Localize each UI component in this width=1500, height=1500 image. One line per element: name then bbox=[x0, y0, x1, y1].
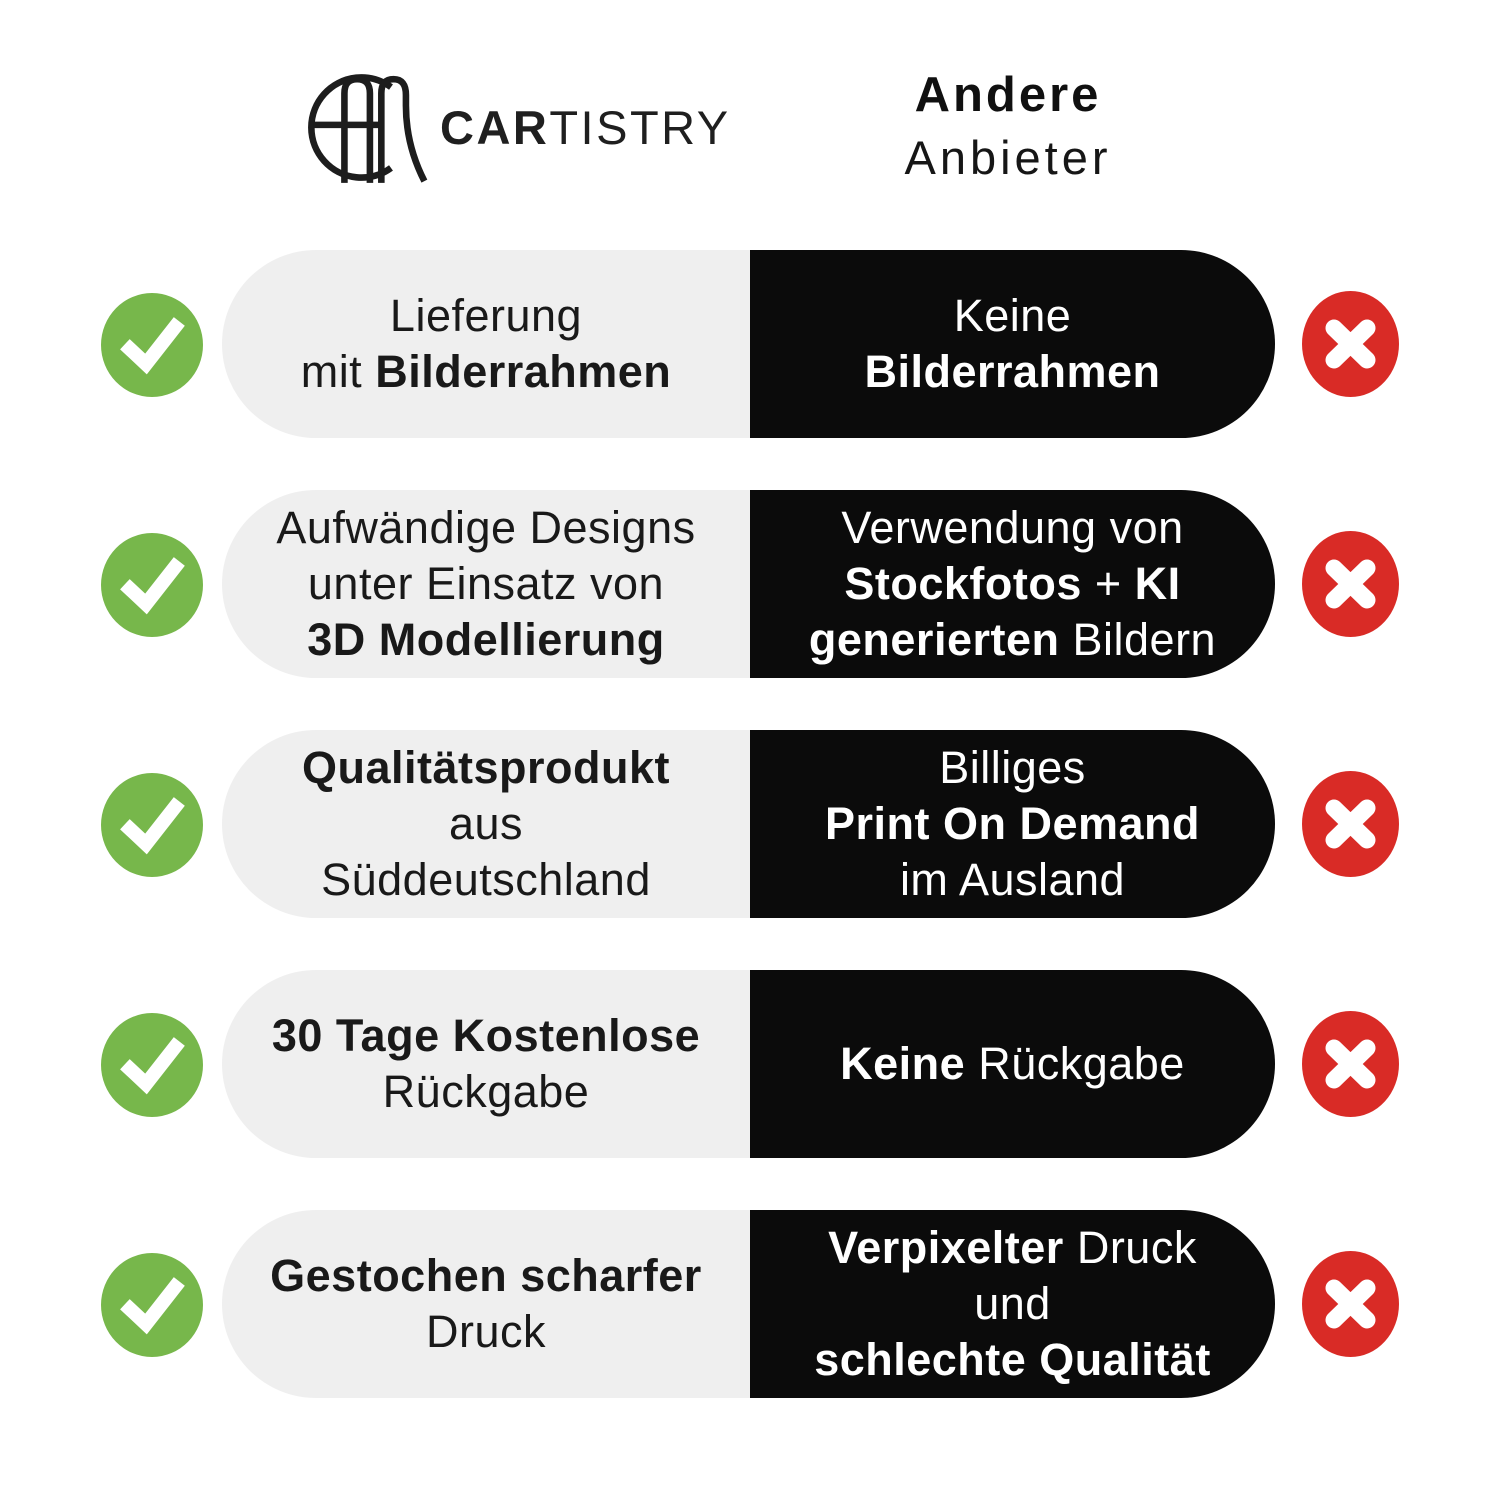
feature-text-line: Keine Rückgabe bbox=[840, 1038, 1185, 1089]
competitor-header-line2: Anbieter bbox=[904, 131, 1112, 184]
feature-text-line: Süddeutschland bbox=[321, 854, 651, 905]
feature-text-line: mit Bilderrahmen bbox=[300, 346, 672, 397]
feature-text-line: schlechte Qualität bbox=[814, 1334, 1211, 1385]
feature-text-line: Print On Demand bbox=[824, 798, 1201, 849]
feature-text-line: Druck bbox=[425, 1306, 546, 1357]
feature-text-line: Bilderrahmen bbox=[864, 346, 1161, 397]
comparison-row bbox=[0, 970, 1500, 1158]
check-circle-icon bbox=[101, 1253, 203, 1357]
cartistry-logo bbox=[296, 64, 731, 190]
check-circle-icon bbox=[101, 773, 203, 877]
feature-text-line: Lieferung bbox=[389, 290, 583, 341]
feature-text-line: im Ausland bbox=[899, 854, 1126, 905]
check-circle-icon bbox=[101, 293, 203, 397]
brand-name-bold: CAR bbox=[440, 100, 550, 154]
cartistry-feature-pill bbox=[222, 250, 750, 438]
check-circle-icon bbox=[101, 1013, 203, 1117]
feature-text-line: Rückgabe bbox=[382, 1066, 590, 1117]
feature-text-line: Qualitätsprodukt bbox=[301, 742, 671, 793]
feature-text-line: Billiges bbox=[939, 742, 1086, 793]
feature-text-line: Aufwändige Designs bbox=[276, 502, 696, 553]
feature-text-line: generierten Bildern bbox=[808, 614, 1217, 665]
cartistry-feature-pill bbox=[222, 970, 750, 1158]
feature-text-line: aus bbox=[448, 798, 524, 849]
competitor-header-line1: Andere bbox=[914, 68, 1102, 122]
feature-text-line: Keine bbox=[953, 290, 1072, 341]
competitor-feature-pill bbox=[750, 730, 1275, 918]
feature-text-line: Stockfotos + KI bbox=[844, 558, 1181, 609]
feature-text-line: Verpixelter Druck bbox=[828, 1222, 1197, 1273]
cartistry-feature-pill bbox=[222, 730, 750, 918]
competitor-feature-pill bbox=[750, 1210, 1275, 1398]
comparison-row bbox=[0, 490, 1500, 678]
competitor-header bbox=[752, 66, 1264, 186]
feature-text-line: 30 Tage Kostenlose bbox=[271, 1010, 701, 1061]
feature-text-line: Verwendung von bbox=[841, 502, 1184, 553]
cross-circle-icon bbox=[1302, 771, 1399, 877]
feature-text-line: 3D Modellierung bbox=[307, 614, 665, 665]
cross-circle-icon bbox=[1302, 1011, 1399, 1117]
brand-name-regular: TISTRY bbox=[549, 100, 731, 154]
cartistry-logo-icon bbox=[296, 66, 428, 189]
cartistry-feature-pill bbox=[222, 1210, 750, 1398]
feature-text-line: unter Einsatz von bbox=[307, 558, 665, 609]
comparison-row bbox=[0, 730, 1500, 918]
feature-text-line: Gestochen scharfer bbox=[270, 1250, 702, 1301]
cartistry-feature-pill bbox=[222, 490, 750, 678]
competitor-feature-pill bbox=[750, 250, 1275, 438]
feature-text-line: und bbox=[974, 1278, 1051, 1329]
comparison-row bbox=[0, 250, 1500, 438]
cross-circle-icon bbox=[1302, 531, 1399, 637]
competitor-feature-pill bbox=[750, 970, 1275, 1158]
cross-circle-icon bbox=[1302, 1251, 1399, 1357]
brand-name bbox=[440, 100, 731, 155]
competitor-feature-pill bbox=[750, 490, 1275, 678]
cross-circle-icon bbox=[1302, 291, 1399, 397]
comparison-row bbox=[0, 1210, 1500, 1398]
check-circle-icon bbox=[101, 533, 203, 637]
